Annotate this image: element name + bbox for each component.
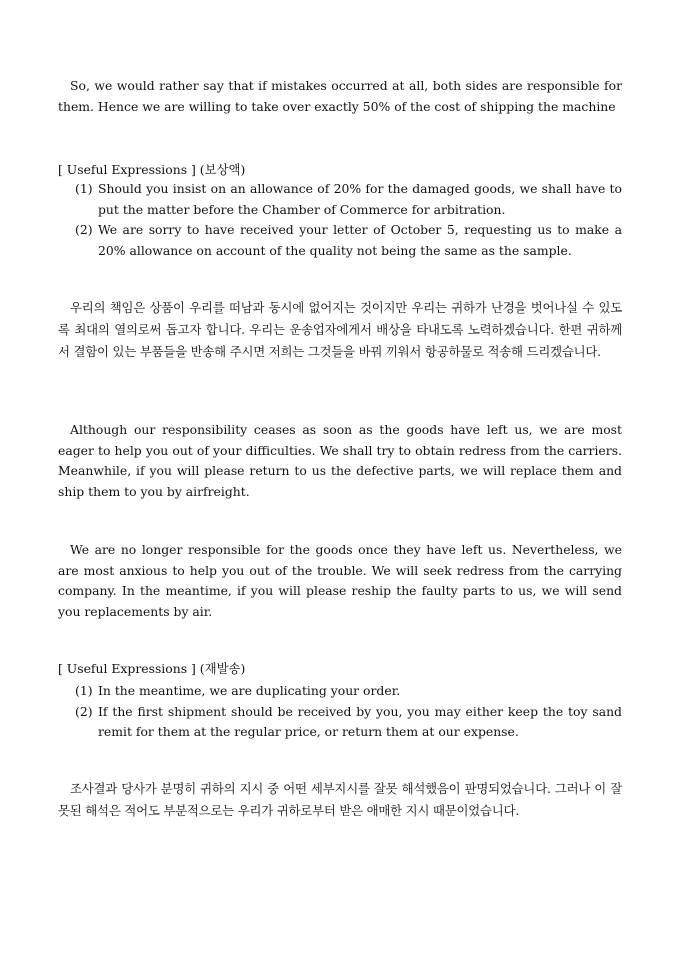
- list-item-number: (2): [75, 222, 93, 237]
- paragraph-korean-misinterpretation: 조사결과 당사가 분명히 귀하의 지시 중 어떤 세부지시를 잘못 해석했음이 판명되었습니다. 그러나 이 잘못된 해석은 적어도 부분적으로는 우리가 귀하로부터 받은 애매한 지시 때문이었습니다.: [58, 781, 622, 818]
- list-item-text: If the first shipment should be received by you, you may either keep the toy sand remit for them at the regular price, or return them at our expense.: [98, 703, 622, 739]
- list-item-text: We are sorry to have received your letter of October 5, requesting us to make a 20% allowance on account of the quality not being the same as the sample.: [98, 222, 622, 258]
- list-item-number: (1): [75, 181, 93, 196]
- paragraph-no-longer-responsible: We are no longer responsible for the goods once they have left us. Nevertheless, we are most anxious to help you out of the trouble. We will seek redress from the carrying company. In the meantime, if you will please reship the faulty parts to us, we will send you replacements by air.: [58, 542, 622, 619]
- list-item: [58, 220, 622, 261]
- list-item-number: (2): [75, 703, 93, 719]
- list-item-text: In the meantime, we are duplicating your order.: [98, 683, 401, 698]
- paragraph-responsibility-ceases: Although our responsibility ceases as soon as the goods have left us, we are most eager to help you out of your difficulties. We shall try to obtain redress from the carriers. Meanwhile, if you will please return to us the defective parts, we will replace them and ship them to you by airfreight.: [58, 422, 622, 499]
- list-item: [58, 179, 622, 220]
- useful-expressions-list-allowance: [58, 179, 622, 261]
- useful-expressions-heading-reshipment: [ Useful Expressions ] (재발송): [58, 661, 246, 676]
- list-item: [58, 702, 622, 743]
- list-item: [58, 681, 622, 702]
- list-item-number: (1): [75, 683, 93, 698]
- list-item-text: Should you insist on an allowance of 20% for the damaged goods, we shall have to put the matter before the Chamber of Commerce for arbitration.: [98, 181, 622, 217]
- useful-expressions-list-reshipment: [58, 681, 622, 743]
- paragraph-korean-responsibility: 우리의 책임은 상품이 우리를 떠남과 동시에 없어지는 것이지만 우리는 귀하가 난경을 벗어나실 수 있도록 최대의 열의로써 돕고자 합니다. 우리는 운송업자에게서 배상을 타내도록 노력하겠습니다. 한편 귀하께서 결함이 있는 부품들을 반송해 주시면 저희는 그것들을 바꿔 끼워서 항공하물로 적송해 드리겠습니다.: [58, 300, 622, 359]
- useful-expressions-heading-allowance: [ Useful Expressions ] (보상액): [58, 162, 246, 177]
- paragraph-shipping-cost: So, we would rather say that if mistakes occurred at all, both sides are responsible for them. Hence we are willing to take over exactly 50% of the cost of shipping the machine: [58, 78, 622, 114]
